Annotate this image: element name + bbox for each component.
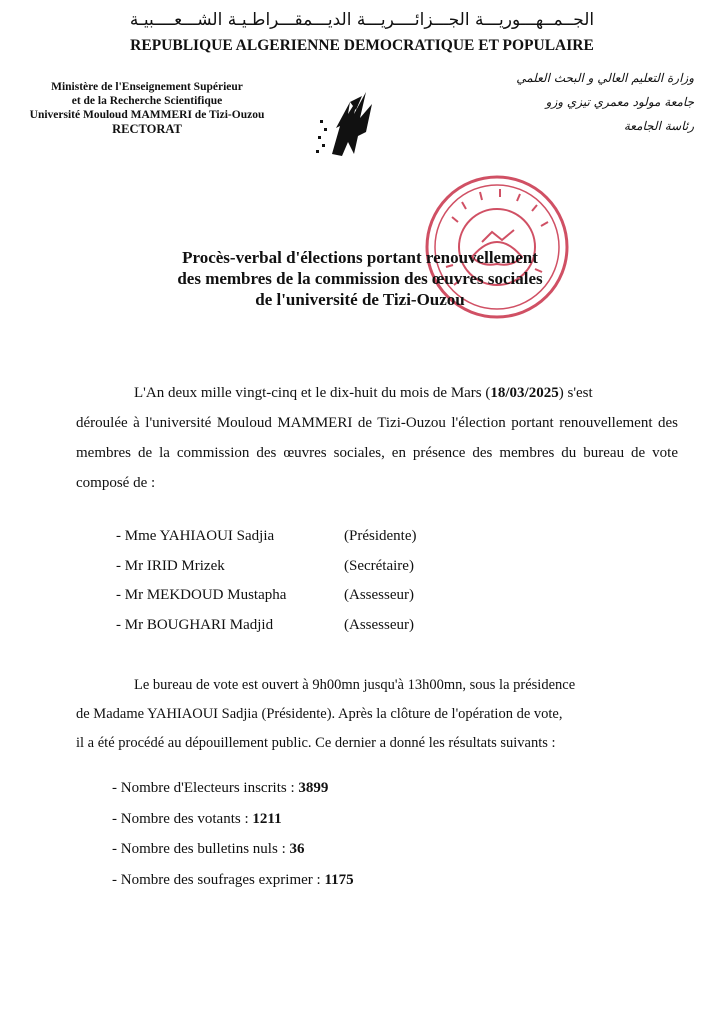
member-name: - Mr BOUGHARI Madjid <box>116 616 274 633</box>
result-value: 36 <box>289 841 305 857</box>
result-value: 1175 <box>324 871 354 888</box>
list-item <box>116 558 476 588</box>
result-value: 3899 <box>298 780 329 796</box>
title-line-1: Procès-verbal d'élections portant renouvellement <box>182 248 538 267</box>
rectorat-label: RECTORAT <box>112 122 182 136</box>
results-list <box>112 780 354 902</box>
result-value: 1211 <box>252 810 282 827</box>
intro-paragraph <box>76 378 678 498</box>
member-role: (Assesseur) <box>344 616 414 633</box>
election-date: 18/03/2025 <box>490 385 559 401</box>
list-item <box>112 811 354 842</box>
list-item <box>112 872 354 903</box>
title-line-2: des membres de la commission des œuvres sociales <box>177 269 543 288</box>
members-list <box>116 528 476 646</box>
opening-paragraph <box>76 671 678 758</box>
republic-heading: REPUBLIQUE ALGERIENNE DEMOCRATIQUE ET POPULAIRE <box>130 37 594 54</box>
arabic-republic-heading: الجــمــهـــوريـــة الجـــزائــــريـــة الديـــمقـــراطـيـة الشـــعــــبيـة <box>129 10 595 30</box>
result-label: - Nombre des votants : <box>112 810 253 827</box>
member-role: (Assesseur) <box>344 587 414 603</box>
ministry-block <box>16 80 278 136</box>
result-label: - Nombre d'Electeurs inscrits : <box>112 780 299 796</box>
member-name: - Mr IRID Mrizek <box>116 557 225 574</box>
list-item <box>112 780 354 811</box>
title-line-3: de l'université de Tizi-Ouzou <box>255 290 465 309</box>
opening-line-1: Le bureau de vote est ouvert à 9h00mn jusqu'à 13h00mn, sous la présidence <box>134 677 576 693</box>
arabic-rectorat: رئاسة الجامعة <box>623 119 694 133</box>
member-name: - Mme YAHIAOUI Sadjia <box>116 528 275 544</box>
page-title <box>100 247 620 310</box>
intro-part-1: L'An deux mille vingt-cinq et le dix-huit du mois de Mars ( <box>134 385 491 401</box>
list-item <box>116 528 476 558</box>
opening-line-3: il a été procédé au dépouillement public. Ce dernier a donné les résultats suivants : <box>76 735 556 751</box>
member-role: (Présidente) <box>344 528 417 544</box>
result-label: - Nombre des bulletins nuls : <box>112 841 290 857</box>
member-name: - Mr MEKDOUD Mustapha <box>116 587 287 603</box>
list-item <box>116 617 476 647</box>
ministry-line-2: et de la Recherche Scientifique <box>71 95 223 107</box>
member-role: (Secrétaire) <box>344 557 414 574</box>
list-item <box>116 587 476 617</box>
result-label: - Nombre des soufrages exprimer : <box>112 871 325 888</box>
ministry-line-1: Ministère de l'Enseignement Supérieur <box>51 81 243 93</box>
intro-part-2: ) s'est <box>558 385 593 401</box>
list-item <box>112 841 354 872</box>
university-logo-icon <box>310 84 390 164</box>
arabic-ministry: وزارة التعليم العالي و البحث العلمي <box>516 71 694 85</box>
arabic-university: جامعة مولود معمري تيزي وزو <box>545 95 694 109</box>
intro-rest: déroulée à l'université Mouloud MAMMERI de Tizi-Ouzou l'élection portant renouvellement des membres de la commission des œuvres sociales, en présence des membres du bureau de vote composé de : <box>76 415 678 491</box>
university-name: Université Mouloud MAMMERI de Tizi-Ouzou <box>29 109 265 121</box>
opening-line-2: de Madame YAHIAOUI Sadjia (Présidente). Après la clôture de l'opération de vote, <box>76 706 563 722</box>
arabic-ministry-block <box>464 66 694 138</box>
intro-first-line <box>76 378 678 408</box>
